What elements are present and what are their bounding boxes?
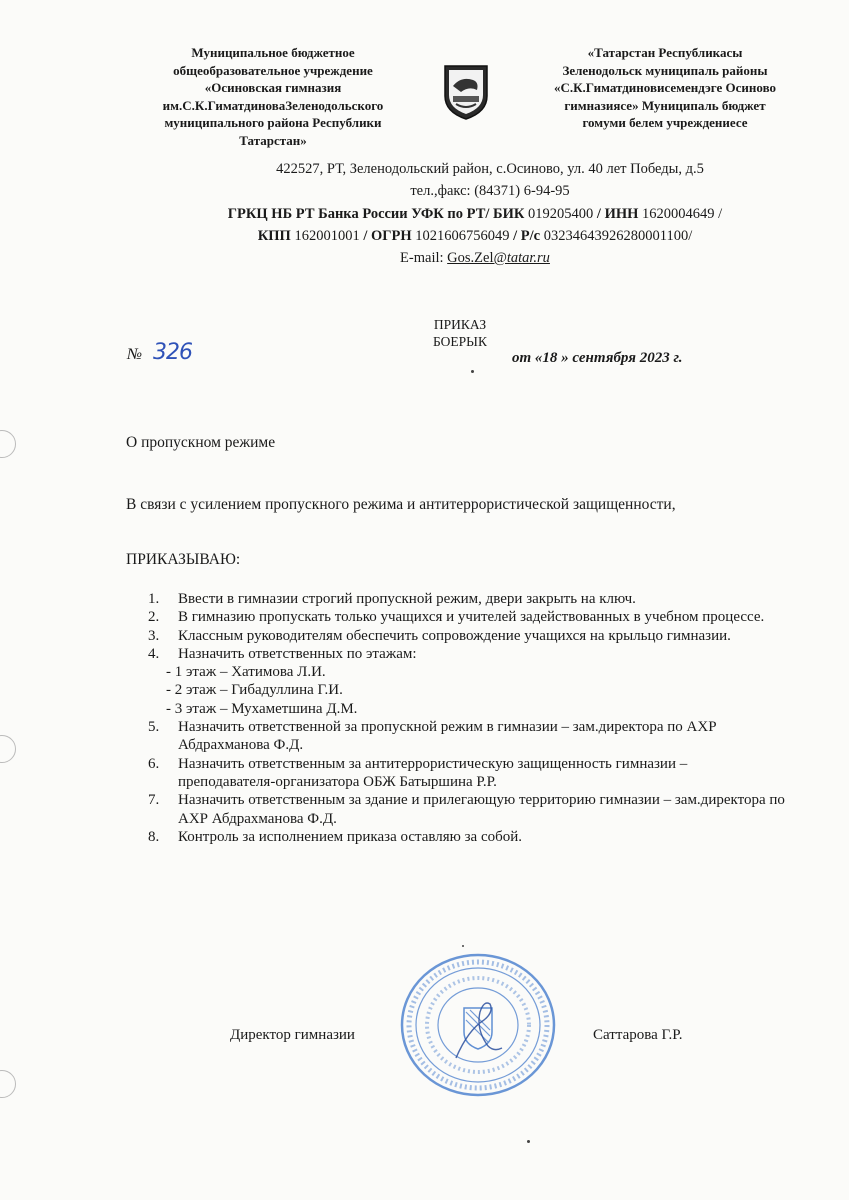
order-preamble: В связи с усилением пропускного режима и антитеррористической защищенности, bbox=[126, 496, 676, 513]
header-right-line: гомуми белем учреждениесе bbox=[582, 115, 748, 130]
order-item-text: Назначить ответственным за здание и прилегающую территорию гимназии – зам.директора по АХР Абдрахманова Ф.Д. bbox=[178, 792, 785, 827]
order-title bbox=[380, 316, 540, 350]
header-left-line: Татарстан» bbox=[239, 132, 307, 148]
speck bbox=[471, 370, 474, 373]
floor-assignment: - 1 этаж – Хатимова Л.И. bbox=[166, 664, 326, 681]
ogrn-label: ОГРН bbox=[370, 228, 412, 244]
order-item-number: 5. bbox=[148, 719, 160, 736]
order-item-text: Назначить ответственных по этажам: bbox=[178, 645, 417, 662]
inn-value: 1620004649 bbox=[642, 206, 715, 222]
order-directive: ПРИКАЗЫВАЮ: bbox=[126, 551, 241, 568]
account-value: 03234643926280001100/ bbox=[543, 228, 693, 244]
order-item-number: 3. bbox=[148, 627, 160, 644]
signature-title: Директор гимназии bbox=[230, 1027, 355, 1043]
order-item bbox=[138, 828, 788, 846]
header-right-line: Зеленодольск муниципаль районы bbox=[562, 62, 768, 78]
order-item-text: Классным руководителям обеспечить сопровождение учащихся на крыльцо гимназии. bbox=[178, 627, 731, 644]
signature-name: Саттарова Г.Р. bbox=[593, 1027, 683, 1043]
order-item-number: 8. bbox=[148, 828, 160, 845]
order-item-number: 2. bbox=[148, 609, 160, 626]
floor-assignment: - 2 этаж – Гибадуллина Г.И. bbox=[166, 682, 343, 699]
order-item bbox=[138, 627, 788, 645]
order-item bbox=[138, 755, 788, 792]
speck bbox=[462, 945, 464, 947]
order-item bbox=[138, 645, 788, 718]
header-left-line: им.С.К.ГиматдиноваЗеленодольского bbox=[162, 97, 384, 113]
order-item-text: В гимназию пропускать только учащихся и учителей задействованных в учебном процессе. bbox=[178, 609, 765, 626]
header-right-org-name bbox=[530, 44, 800, 132]
header-left-line: Муниципальное бюджетное bbox=[191, 45, 355, 60]
header-right-line: «С.К.Гиматдиновисемендэге Осиново bbox=[553, 80, 777, 95]
punch-hole-mark bbox=[0, 1070, 16, 1098]
email-link[interactable]: Gos.Zel@tatar.ru bbox=[447, 250, 550, 266]
coat-of-arms-icon bbox=[441, 62, 491, 122]
header-right-line: «Татарстан Республикасы bbox=[587, 45, 743, 60]
bank-line: ГРКЦ НБ РТ Банка России УФК по РТ/ БИК 019205400 / ИНН 1620004649 / bbox=[227, 206, 723, 222]
email-line bbox=[130, 249, 820, 267]
inn-label: ИНН bbox=[604, 206, 639, 222]
order-item bbox=[138, 608, 788, 626]
order-item-text: Контроль за исполнением приказа оставляю за собой. bbox=[178, 828, 523, 845]
order-subject: О пропускном режиме bbox=[126, 434, 276, 451]
address-line: 422527, РТ, Зеленодольский район, с.Осиново, ул. 40 лет Победы, д.5 bbox=[276, 161, 704, 177]
header-left-line: «Осиновская гимназия bbox=[204, 80, 342, 95]
order-item bbox=[138, 718, 788, 755]
order-item-number: 6. bbox=[148, 755, 160, 772]
speck bbox=[527, 1140, 530, 1143]
kpp-value: 162001001 bbox=[294, 228, 360, 244]
bank-label: ГРКЦ НБ РТ Банка России УФК по РТ/ БИК bbox=[227, 206, 525, 222]
header-right-line: гимназиясе» Муниципаль бюджет bbox=[564, 97, 766, 113]
phone-line: тел.,факс: (84371) 6-94-95 bbox=[410, 183, 570, 199]
account-label: Р/с bbox=[520, 228, 541, 244]
order-item-number: 1. bbox=[148, 591, 160, 607]
punch-hole-mark bbox=[0, 430, 16, 458]
header-left-org-name bbox=[128, 44, 418, 149]
order-item-text: Назначить ответственным за антитеррористическую защищенность гимназии – преподавателя-организатора ОБЖ Батыршина Р.Р. bbox=[178, 755, 688, 790]
order-item-text: Назначить ответственной за пропускной режим в гимназии – зам.директора по АХР Абдрахманова Ф.Д. bbox=[178, 719, 717, 754]
registration-line: КПП 162001001 / ОГРН 1021606756049 / Р/с 03234643926280001100/ bbox=[257, 228, 693, 244]
floor-assignments bbox=[166, 663, 788, 718]
order-title-ru: ПРИКАЗ bbox=[433, 317, 487, 332]
header-left-line: общеобразовательное учреждение bbox=[173, 62, 373, 78]
order-date: от «18 » сентября 2023 г. bbox=[512, 350, 683, 366]
order-item-text: Ввести в гимназии строгий пропускной режим, двери закрыть на ключ. bbox=[178, 591, 636, 607]
order-number-handwritten: 326 bbox=[153, 340, 192, 365]
order-item-number: 4. bbox=[148, 645, 160, 662]
ogrn-value: 1021606756049 bbox=[415, 228, 510, 244]
order-item bbox=[138, 791, 788, 828]
punch-hole-mark bbox=[0, 735, 16, 763]
order-item bbox=[138, 590, 788, 608]
order-items-list bbox=[138, 590, 788, 846]
bik-value: 019205400 bbox=[528, 206, 594, 222]
floor-assignment: - 3 этаж – Мухаметшина Д.М. bbox=[166, 700, 358, 717]
kpp-label: КПП bbox=[257, 228, 291, 244]
header-left-line: муниципального района Республики bbox=[164, 115, 382, 130]
order-title-tt: БОЕРЫК bbox=[433, 334, 487, 349]
round-seal-stamp-icon bbox=[398, 950, 558, 1100]
order-number-label: № bbox=[127, 346, 143, 363]
email-label: E-mail: bbox=[400, 250, 444, 266]
order-item-number: 7. bbox=[148, 792, 160, 809]
